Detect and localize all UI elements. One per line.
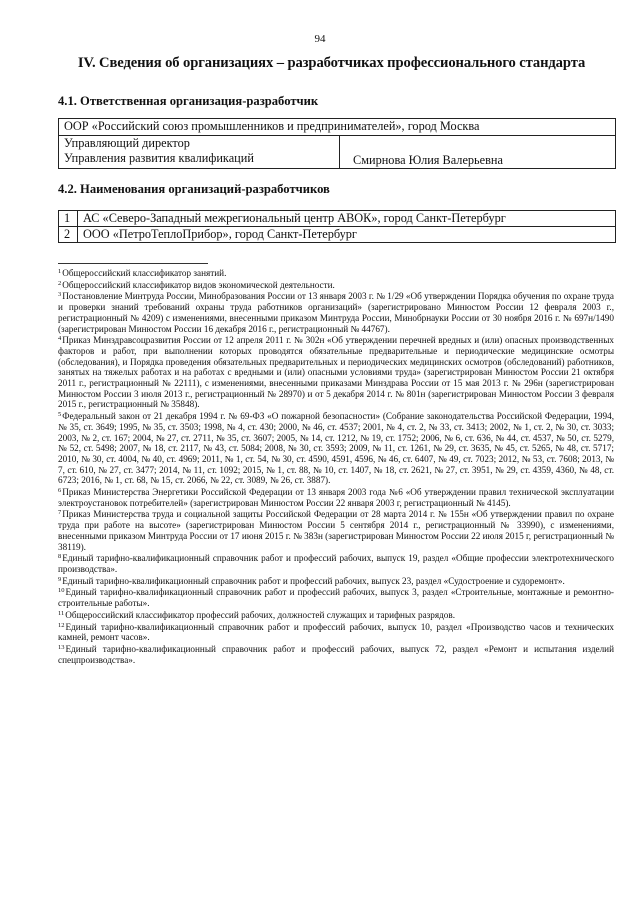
- footnote: [58, 552, 614, 574]
- footnote-marker: 12: [58, 621, 65, 629]
- footnote: [58, 508, 614, 552]
- developer-org-name: ООО «ПетроТеплоПрибор», город Санкт-Петербург: [78, 227, 616, 243]
- footnote-marker: 3: [58, 291, 62, 299]
- footnote-marker: 8: [58, 553, 62, 561]
- developer-org-name: АС «Северо-Западный межрегиональный центр АВОК», город Санкт-Петербург: [78, 211, 616, 227]
- footnote: [58, 586, 614, 608]
- footnote: [58, 609, 614, 621]
- footnote-marker: 13: [58, 643, 65, 651]
- footnote: [58, 486, 614, 508]
- footnote: [58, 267, 614, 279]
- responsible-position-line2: Управления развития квалификаций: [64, 151, 254, 165]
- footnote-marker: 9: [58, 575, 62, 583]
- developer-orgs-table: [58, 210, 616, 243]
- footnote-text: Единый тарифно-квалификационный справочник работ и профессий рабочих, выпуск 10, раздел «Производство часов и технических камней, ремонт часов».: [58, 621, 614, 643]
- footnote-text: Единый тарифно-квалификационный справочник работ и профессий рабочих, выпуск 19, раздел «Общие профессии электротехнического производства».: [58, 553, 614, 574]
- table-row: [59, 227, 616, 243]
- footnote-marker: 1: [58, 268, 62, 275]
- footnote-text: Единый тарифно-квалификационный справочник работ и профессий рабочих, выпуск 3, раздел «Строительные, монтажные и ремонтно-строительные работы».: [58, 587, 614, 609]
- responsible-org-name: ООР «Российский союз промышленников и предпринимателей», город Москва: [59, 119, 616, 136]
- footnote: [58, 290, 614, 334]
- subsection-4-1-title: 4.1. Ответственная организация-разработчик: [58, 94, 319, 108]
- footnote-text: Приказ Министерства труда и социальной защиты Российской Федерации от 28 марта 2014 г. № 155н «Об утверждении правил по охране труда при работе на высоте» (зарегистрирован Минюстом России 5 сентября 2014 г., регистрационный № 33990), с изменениями, внесенными приказом Минтруда России от 17 июня 2015 г. № 383н (зарегистрирован Минюстом России 22 июля 2015 г, регистрационный № 38119).: [58, 509, 614, 552]
- footnote-text: Федеральный закон от 21 декабря 1994 г. № 69-ФЗ «О пожарной безопасности» (Собрание законодательства Российской Федерации, 1994, № 35, ст. 3649; 1995, № 35, ст. 3503; 1998, № 4, ст. 430; 2000, № 46, ст. 4537; 2001, № 4, ст. 2, № 33, ст. 3413; 2002, № 1, ст. 2, № 30, ст. 3033; 2003, № 2, ст. 167; 2004, № 27, ст. 2711, № 35, ст. 3607; 2005, № 14, ст. 1212, № 19, ст. 1752; 2006, № 6, ст. 636, № 44, ст. 4537, № 50, ст. 5279, № 52, ст. 5498; 2007, № 18, ст. 2117, № 43, ст. 5084; 2008, № 30, ст. 3593; 2009, № 11, ст. 1261, № 29, ст. 3635, № 45, ст. 5265, № 48, ст. 5717; 2010, № 30, ст. 4004, № 40, ст. 4969; 2011, № 1, ст. 54, № 30, ст. 4590, 4591, 4596, № 46, ст. 6407, № 49, ст. 7023; 2012, № 53, ст. 7608; 2013, № 7, ст. 610, № 27, ст. 3477; 2014, № 11, ст. 1092; 2015, № 1, ст. 88, № 10, ст. 1407, № 18, ст. 2621, № 27, ст. 3951, № 29, ст. 4359, 4360, № 48, ст. 6723; 2016, № 1, ст. 68, № 15, ст. 2066, № 22, ст. 3089, № 26, ст. 3887).: [58, 411, 614, 486]
- subsection-4-2-title: 4.2. Наименования организаций-разработчиков: [58, 182, 330, 196]
- footnotes: [58, 267, 614, 665]
- footnote: [58, 279, 614, 291]
- footnote-marker: 11: [58, 609, 65, 617]
- footnote-text: Единый тарифно-квалификационный справочник работ и профессий рабочих, выпуск 72, раздел «Ремонт и испытания изделий спецпроизводства».: [58, 643, 614, 665]
- page-number: 94: [314, 33, 326, 45]
- footnote-marker: 7: [58, 509, 62, 517]
- responsible-org-table: [58, 118, 616, 169]
- footnote-divider: [58, 263, 208, 264]
- table-row: [59, 211, 616, 227]
- footnote-text: Постановление Минтруда России, Минобразования России от 13 января 2003 г. № 1/29 «Об утверждении Порядка обучения по охране труда и проверки знаний требований охраны труда работников организаций» (зарегистрировано Минюстом России 12 февраля 2003 г., регистрационный № 4209) с изменениями, внесенными приказом Минтруда России, Минобрнауки России от 30 ноября 2016 г. № 697н/1490 (зарегистрирован Минюстом России 16 декабря 2016 г., регистрационный № 44767).: [58, 291, 614, 334]
- footnote: [58, 410, 614, 486]
- footnote: [58, 621, 614, 643]
- footnote-text: Общероссийский классификатор видов экономической деятельности.: [62, 279, 335, 290]
- footnote-marker: 10: [58, 587, 65, 595]
- footnote-text: Приказ Министерства Энергетики Российской Федерации от 13 января 2003 года №6 «Об утверждении правил технической эксплуатации электроустановок потребителей» (зарегистрирован Минюстом России 22 января 2003 г, регистрационный № 4145).: [58, 487, 614, 508]
- responsible-person-cell: [340, 136, 616, 169]
- row-number: 2: [59, 227, 78, 243]
- responsible-position-line1: Управляющий директор: [64, 136, 190, 150]
- footnote-text: Общероссийский классификатор профессий рабочих, должностей служащих и тарифных разрядов.: [65, 609, 456, 620]
- footnote: [58, 643, 614, 665]
- footnote-marker: 6: [58, 487, 62, 495]
- responsible-position-cell: [59, 136, 340, 169]
- footnote-text: Приказ Минздравсоцразвития России от 12 апреля 2011 г. № 302н «Об утверждении перечней вредных и (или) опасных производственных факторов и работ, при выполнении которых проводятся обязательные предварительные и периодические медицинские осмотры (обследования), и Порядка проведения обязательных предварительных и периодических медицинских осмотров (обследований) работников, занятых на тяжелых работах и на работах с вредными и (или) опасными условиями труда» (зарегистрирован Минюстом России 21 октября 2011 г., регистрационный № 22111), с изменениями, внесенными приказами Минздрава России от 15 мая 2013 г. № 296н (зарегистрирован Минюстом России 3 июля 2013 г., регистрационный № 28970) и от 5 декабря 2014 г. № 801н (зарегистрирован Минюстом России 3 февраля 2015 г., регистрационный № 35848).: [58, 335, 614, 410]
- row-number: 1: [59, 211, 78, 227]
- section-title: IV. Сведения об организациях – разработчиках профессионального стандарта: [77, 55, 586, 71]
- footnote-text: Общероссийский классификатор занятий.: [62, 268, 227, 278]
- footnote-text: Единый тарифно-квалификационный справочник работ и профессий рабочих, выпуск 23, раздел «Судостроение и судоремонт».: [62, 575, 565, 586]
- responsible-person: Смирнова Юлия Валерьевна: [353, 153, 503, 167]
- footnote: [58, 334, 614, 410]
- footnote-marker: 5: [58, 411, 62, 419]
- footnote: [58, 575, 614, 587]
- footnote-marker: 4: [58, 335, 62, 343]
- footnote-marker: 2: [58, 279, 62, 287]
